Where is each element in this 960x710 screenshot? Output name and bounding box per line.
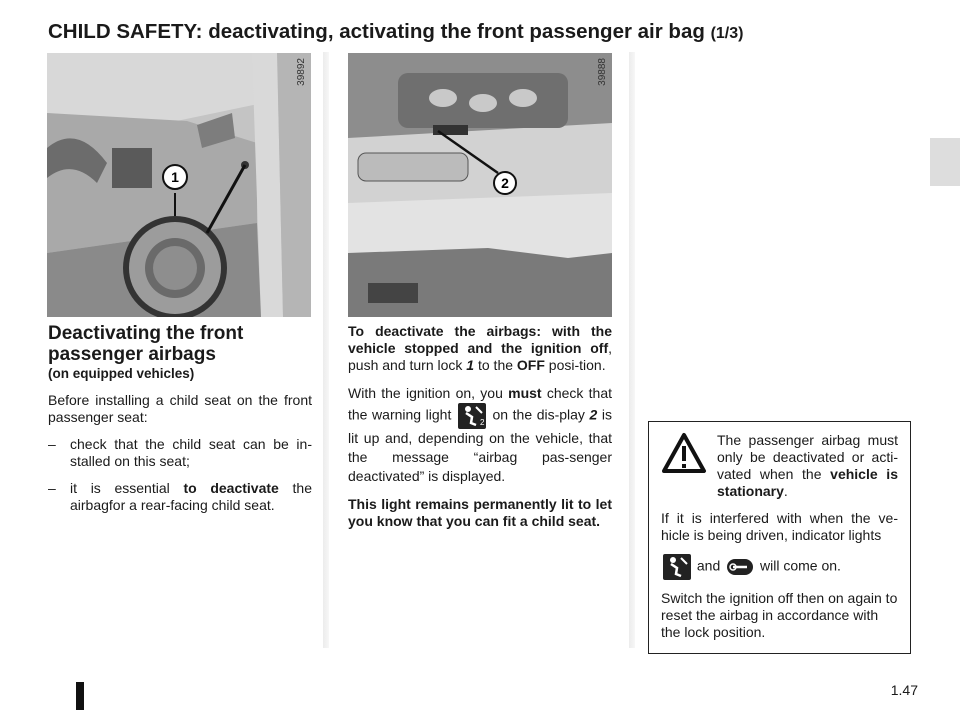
check-paragraph xyxy=(348,384,612,486)
dashboard-illustration xyxy=(47,53,311,317)
instruction-paragraph xyxy=(348,323,612,374)
instruction-bold: To deactivate the airbags: with the vehicle stopped and the ignition off xyxy=(348,323,612,356)
check-text: on the dis-play xyxy=(487,406,590,423)
section-tab xyxy=(930,138,960,186)
warning-text xyxy=(717,432,898,500)
check-text: With the ignition on, you xyxy=(348,385,509,401)
overhead-console-photo xyxy=(348,53,612,317)
warning-box xyxy=(648,421,911,654)
callout-1-label: 1 xyxy=(171,169,179,185)
page-title-text: CHILD SAFETY: deactivating, activating the front passenger air bag xyxy=(48,20,705,43)
list-item xyxy=(48,436,312,470)
list-text-post: the airbagfor a rear-facing child seat. xyxy=(70,480,312,513)
instruction-text: , push and turn lock xyxy=(348,340,612,373)
lock-ref: 1 xyxy=(466,357,475,373)
light-lit-paragraph: This light remains permanently lit to let you know that you can fit a child seat. xyxy=(348,496,612,529)
callout-2-label: 2 xyxy=(501,175,509,191)
list-item-text: check that the child seat can be in-stalled on this seat; xyxy=(70,436,312,469)
instructions-column xyxy=(348,323,612,540)
list-item xyxy=(48,480,312,514)
instruction-text: posi-tion. xyxy=(544,357,606,373)
must-label: must xyxy=(508,385,542,401)
warning-triangle-icon xyxy=(661,432,717,510)
column-divider xyxy=(629,52,635,648)
overhead-illustration xyxy=(348,53,612,317)
list-text-pre: it is essential xyxy=(70,480,184,496)
deactivation-column xyxy=(48,323,312,524)
left-photo-ref: 39892 xyxy=(296,58,307,86)
off-label: OFF xyxy=(516,357,545,373)
intro-paragraph: Before installing a child seat on the front passenger seat: xyxy=(48,392,312,425)
warning-text-bold: vehicle is stationary xyxy=(717,466,898,499)
reset-text: Switch the ignition off then on again to reset the airbag in accordance with the lock position. xyxy=(661,590,898,640)
service-wrench-icon xyxy=(727,559,753,575)
indicator-text: will come on. xyxy=(756,557,841,574)
indicator-text: and xyxy=(693,557,725,574)
list-dash: – xyxy=(48,480,56,496)
warning-header xyxy=(661,432,898,510)
dashboard-lock-photo xyxy=(47,53,311,317)
list-dash: – xyxy=(48,436,56,452)
right-photo-ref: 39888 xyxy=(597,58,608,86)
list-text-strong: to deactivate xyxy=(183,480,279,496)
instruction-text: to the xyxy=(474,357,517,373)
page-title-suffix: (1/3) xyxy=(710,25,744,42)
page-title xyxy=(48,20,743,44)
section-subheading: (on equipped vehicles) xyxy=(48,366,195,381)
airbag-off-warning-icon xyxy=(458,403,486,429)
column-divider xyxy=(323,52,329,648)
check-text: is lit up and, depending on the vehicle, that the message “airbag pas-senger deactivated” is displayed. xyxy=(348,406,613,484)
svg-text:2: 2 xyxy=(479,418,485,427)
page-number: 1.47 xyxy=(890,682,918,698)
indicator-lights-line xyxy=(661,554,898,580)
list-item-text xyxy=(70,480,312,514)
corner-mark xyxy=(76,682,84,710)
display-ref: 2 xyxy=(589,406,598,423)
warning-text-part: The passenger airbag must only be deactivated or acti-vated when the xyxy=(717,432,898,482)
check-text: check that the warning light xyxy=(348,385,613,423)
interference-text: If it is interfered with when the ve-hicle is being driven, indicator lights xyxy=(661,510,898,543)
warning-text-part: . xyxy=(783,483,788,499)
section-heading: Deactivating the front passenger airbags xyxy=(48,323,244,365)
airbag-warning-icon xyxy=(663,554,691,580)
